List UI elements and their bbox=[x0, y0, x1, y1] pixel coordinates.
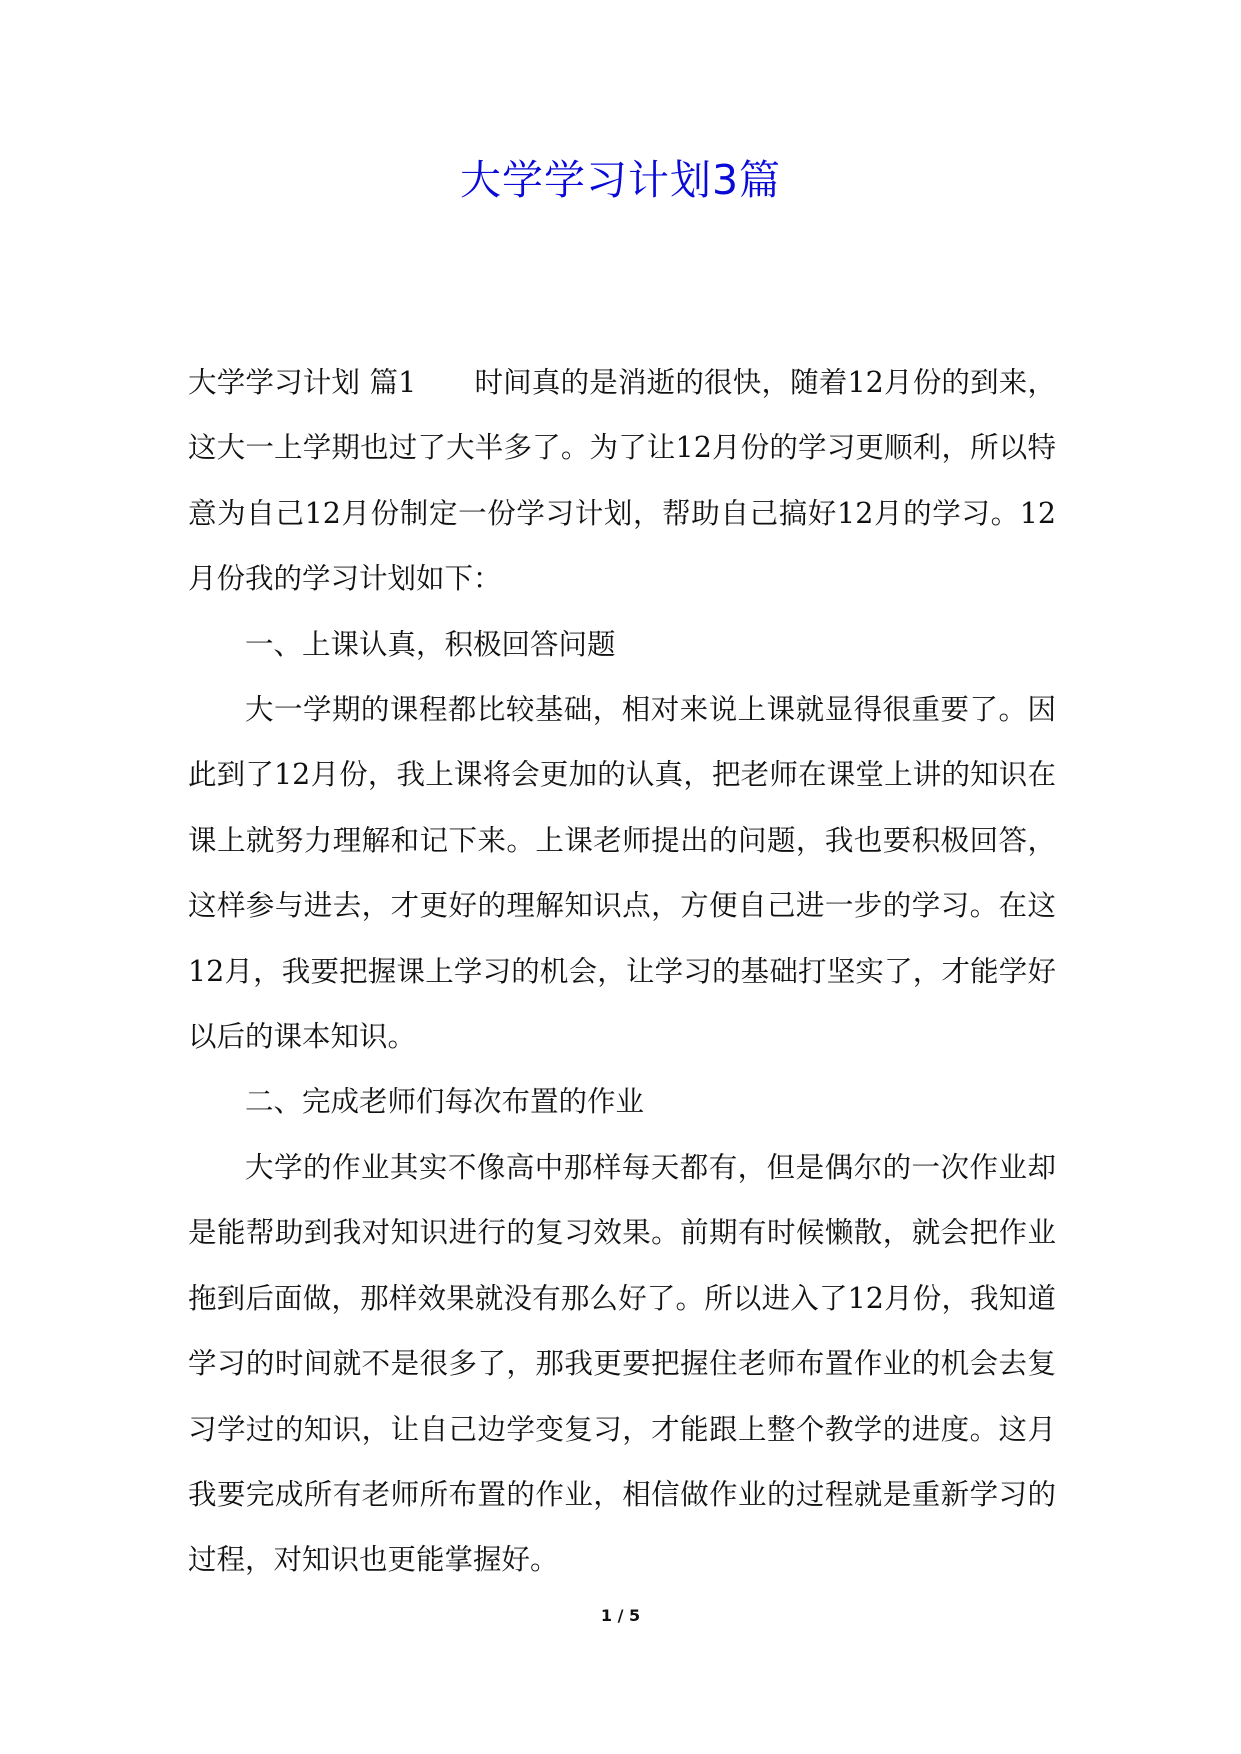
document-title: 大学学习计划3篇 bbox=[459, 156, 782, 204]
intro-text: 时间真的是消逝的很快，随着12月份的到来，这大一上学期也过了大半多了。为了让12月份的学习更顺利，所以特意为自己12月份制定一份学习计划，帮助自己搞好12月的学习。12月份我的学习计划如下： bbox=[188, 366, 1056, 596]
point2-paragraph: 大学的作业其实不像高中那样每天都有，但是偶尔的一次作业却是能帮助到我对知识进行的复习效果。前期有时候懒散，就会把作业拖到后面做，那样效果就没有那么好了。所以进入了12月份，我知道学习的时间就不是很多了，那我更要把握住老师布置作业的机会去复习学过的知识，让自己边学变复习，才能跟上整个教学的进度。这月我要完成所有老师所布置的作业，相信做作业的过程就是重新学习的过程，对知识也更能掌握好。 bbox=[188, 1150, 1056, 1577]
point2-heading: 二、完成老师们每次布置的作业 bbox=[245, 1085, 645, 1119]
intro-paragraph bbox=[188, 350, 1056, 612]
point1-paragraph: 大一学期的课程都比较基础，相对来说上课就显得很重要了。因此到了12月份，我上课将会更加的认真，把老师在课堂上讲的知识在课上就努力理解和记下来。上课老师提出的问题，我也要积极回答，这样参与进去，才更好的理解知识点，方便自己进一步的学习。在这12月，我要把握课上学习的机会，让学习的基础打坚实了，才能学好以后的课本知识。 bbox=[188, 693, 1056, 1054]
page-number: 1 / 5 bbox=[600, 1606, 641, 1625]
document-body bbox=[188, 350, 1056, 1593]
point1-heading: 一、上课认真，积极回答问题 bbox=[245, 627, 616, 661]
section-heading: 大学学习计划 篇1 bbox=[188, 366, 417, 399]
